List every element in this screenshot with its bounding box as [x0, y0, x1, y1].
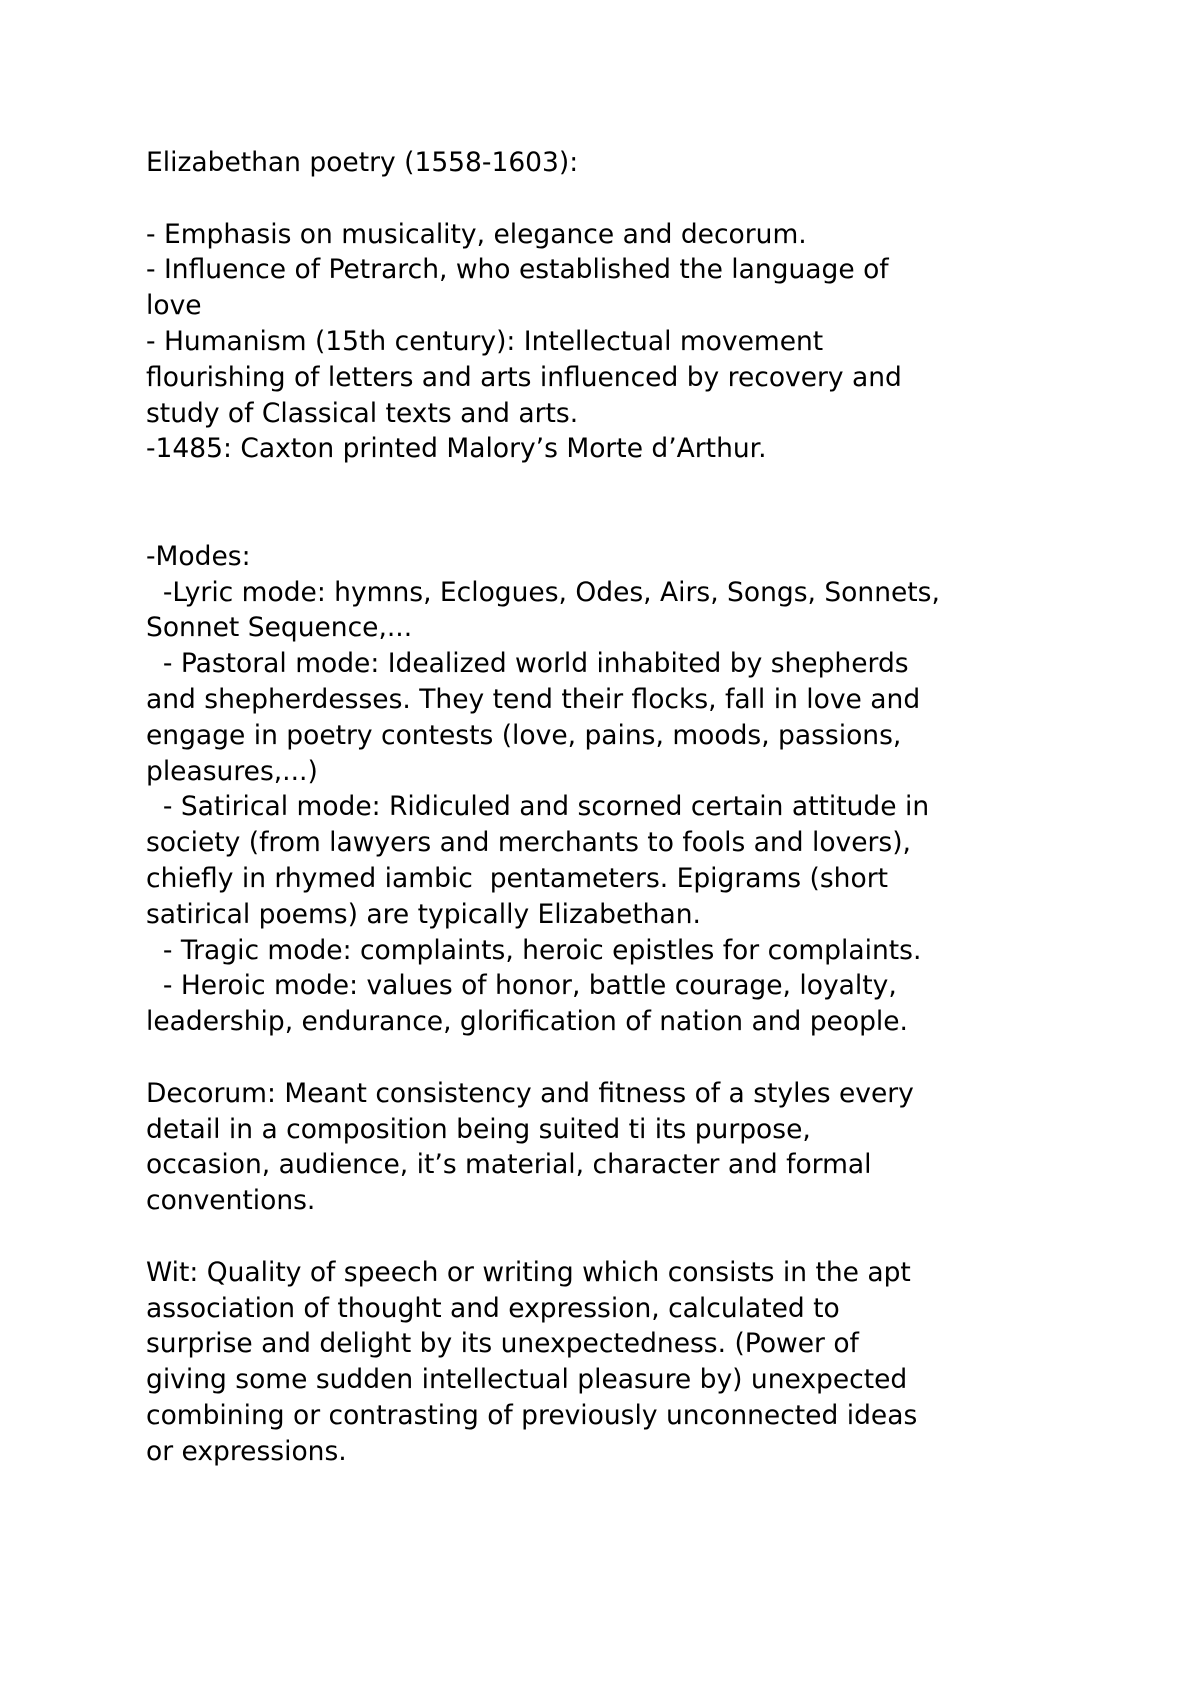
blank-line: [146, 467, 1126, 503]
modes-line: leadership, endurance, glorification of nation and people.: [146, 1006, 908, 1038]
modes-line: Sonnet Sequence,...: [146, 612, 413, 644]
blank-line: [146, 503, 1126, 539]
wit-line: association of thought and expression, calculated to: [146, 1292, 840, 1324]
blank-line: [146, 1219, 1126, 1255]
modes-line: satirical poems) are typically Elizabethan.: [146, 898, 701, 930]
wit-line: Wit: Quality of speech or writing which consists in the apt: [146, 1256, 911, 1288]
intro-line: - Influence of Petrarch, who established the language of: [146, 254, 889, 286]
modes-line: -Lyric mode: hymns, Eclogues, Odes, Airs, Songs, Sonnets,: [146, 576, 940, 608]
decorum-line: occasion, audience, it’s material, character and formal: [146, 1149, 872, 1181]
modes-line: pleasures,...): [146, 755, 318, 787]
intro-line: flourishing of letters and arts influenced by recovery and: [146, 361, 902, 393]
modes-line: - Pastoral mode: Idealized world inhabited by shepherds: [146, 648, 909, 680]
intro-line: love: [146, 290, 202, 322]
modes-heading: -Modes:: [146, 540, 251, 572]
modes-line: - Satirical mode: Ridiculed and scorned certain attitude in: [146, 791, 930, 823]
intro-line: - Humanism (15th century): Intellectual movement: [146, 325, 824, 357]
document-body: [146, 145, 1126, 1469]
blank-line: [146, 1040, 1126, 1076]
modes-line: society (from lawyers and merchants to fools and lovers),: [146, 827, 911, 859]
wit-line: giving some sudden intellectual pleasure by) unexpected: [146, 1364, 908, 1396]
blank-line: [146, 181, 1126, 217]
decorum-line: detail in a composition being suited ti its purpose,: [146, 1113, 811, 1145]
wit-line: or expressions.: [146, 1435, 347, 1467]
modes-line: - Heroic mode: values of honor, battle courage, loyalty,: [146, 970, 897, 1002]
wit-line: surprise and delight by its unexpectedness. (Power of: [146, 1328, 859, 1360]
wit-line: combining or contrasting of previously unconnected ideas: [146, 1399, 918, 1431]
decorum-line: Decorum: Meant consistency and fitness of a styles every: [146, 1077, 914, 1109]
modes-line: and shepherdesses. They tend their flocks, fall in love and: [146, 683, 921, 715]
modes-line: chiefly in rhymed iambic pentameters. Epigrams (short: [146, 862, 888, 894]
decorum-line: conventions.: [146, 1185, 316, 1217]
document-title: Elizabethan poetry (1558-1603):: [146, 147, 579, 178]
modes-line: engage in poetry contests (love, pains, moods, passions,: [146, 719, 902, 751]
intro-line: study of Classical texts and arts.: [146, 397, 579, 429]
modes-line: - Tragic mode: complaints, heroic epistles for complaints.: [146, 934, 922, 966]
intro-line: -1485: Caxton printed Malory’s Morte d’Arthur.: [146, 433, 767, 465]
intro-line: - Emphasis on musicality, elegance and decorum.: [146, 218, 807, 250]
